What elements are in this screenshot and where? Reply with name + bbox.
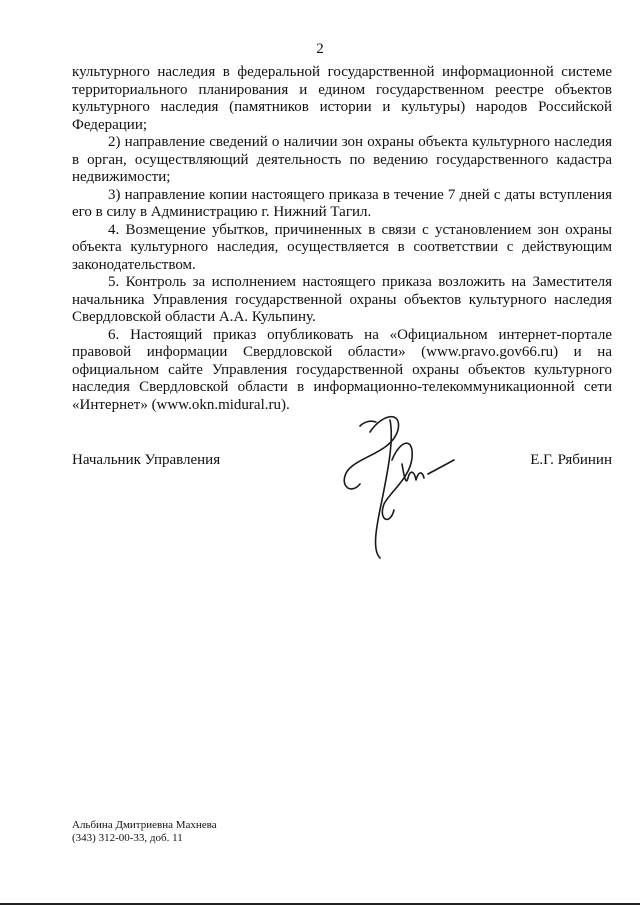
executor-name: Альбина Дмитриевна Махнева: [72, 819, 217, 831]
paragraph-item-3: 3) направление копии настоящего приказа в течение 7 дней с даты вступления его в силу в Администрацию г. Нижний Тагил.: [72, 186, 612, 220]
signatory-name: Е.Г. Рябинин: [530, 452, 612, 468]
paragraph-clause-6: 6. Настоящий приказ опубликовать на «Официальном интернет-портале правовой информации Свердловской области» (www.pravo.gov66.ru) и на официальном сайте Управления государственной охраны объектов культурного наследия Свердловской области в информационно-телекоммуникационной сети «Интернет» (www.okn.midural.ru).: [72, 326, 612, 413]
handwritten-signature: [330, 400, 460, 565]
executor-info: [72, 819, 217, 845]
signatory-position: Начальник Управления: [72, 452, 221, 468]
paragraph-item-2: 2) направление сведений о наличии зон охраны объекта культурного наследия в орган, осуществляющий деятельность по ведению государственного кадастра недвижимости;: [72, 134, 612, 185]
executor-phone: (343) 312-00-33, доб. 11: [72, 832, 183, 844]
paragraph-clause-5: 5. Контроль за исполнением настоящего приказа возложить на Заместителя начальника Управления государственной охраны объектов культурного наследия Свердловской области А.А. Кульпину.: [72, 274, 612, 325]
paragraph-clause-4: 4. Возмещение убытков, причиненных в связи с установлением зон охраны объекта культурного наследия, осуществляется в соответствии с действующим законодательством.: [72, 221, 612, 273]
paragraph-continuation: культурного наследия в федеральной государственной информационной системе территориального планирования и едином государственном реестре объектов культурного наследия (памятников истории и культуры) народов Российской Федерации;: [72, 64, 612, 133]
page-number: 2: [316, 41, 324, 57]
document-body: [72, 64, 612, 414]
